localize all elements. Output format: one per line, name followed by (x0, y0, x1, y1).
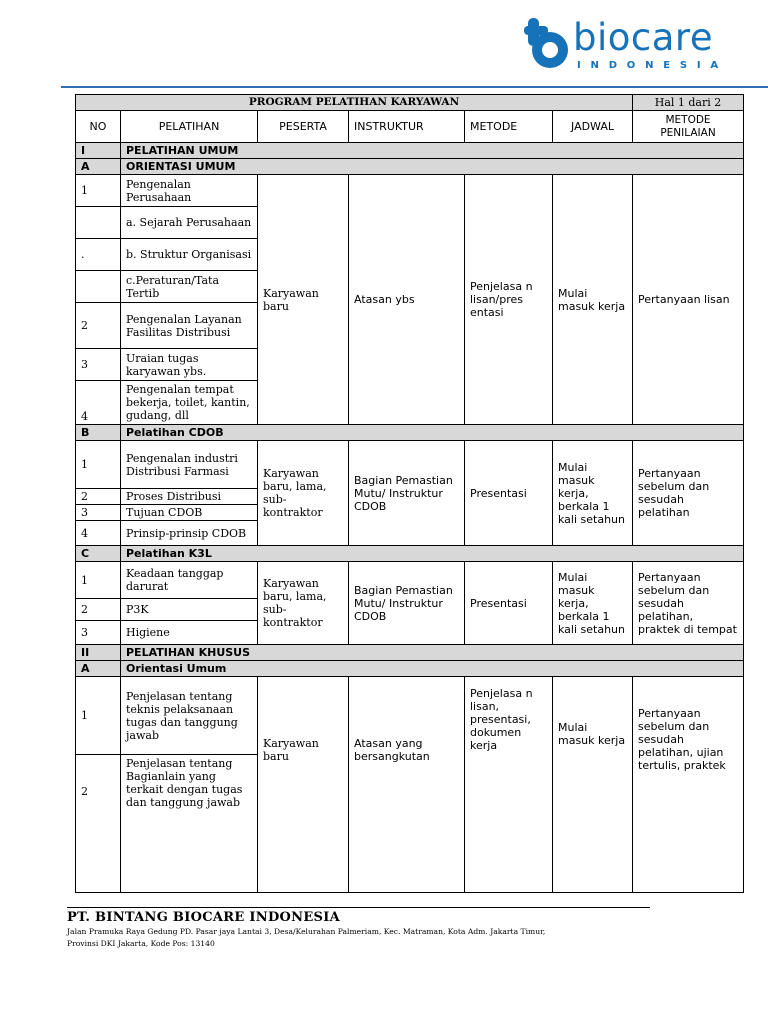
jadwal-cell: Mulai masuk kerja (553, 175, 633, 425)
penilaian-cell: Pertanyaan sebelum dan sesudah pelatihan, praktek di tempat (633, 562, 744, 645)
table-header-row (76, 111, 744, 143)
row-no: 4 (76, 521, 121, 546)
row-no: 2 (76, 489, 121, 505)
header-metode: METODE (465, 111, 553, 143)
group-row (76, 546, 744, 562)
brand-name: biocare (573, 16, 714, 59)
peserta-cell: Karyawan baru (258, 677, 349, 893)
header-no: NO (76, 111, 121, 143)
group-row (76, 159, 744, 175)
instruktur-cell: Atasan yang bersangkutan (349, 677, 465, 893)
row-pelatihan: Tujuan CDOB (121, 505, 258, 521)
group-no: B (76, 425, 121, 441)
section-no: I (76, 143, 121, 159)
group-label: Orientasi Umum (121, 661, 744, 677)
header-peserta: PESERTA (258, 111, 349, 143)
header-penilaian: METODE PENILAIAN (633, 111, 744, 143)
table-row (76, 677, 744, 755)
group-label: Pelatihan CDOB (121, 425, 744, 441)
header-jadwal: JADWAL (553, 111, 633, 143)
row-no: 1 (76, 562, 121, 599)
peserta-cell: Karyawan baru (258, 175, 349, 425)
row-no: . (76, 239, 121, 271)
peserta-cell: Karyawan baru, lama, sub-kontraktor (258, 562, 349, 645)
header-instruktur: INSTRUKTUR (349, 111, 465, 143)
row-no: 2 (76, 303, 121, 349)
header-pelatihan: PELATIHAN (121, 111, 258, 143)
penilaian-cell: Pertanyaan sebelum dan sesudah pelatihan (633, 441, 744, 546)
row-pelatihan: b. Struktur Organisasi (121, 239, 258, 271)
training-program-table (75, 94, 744, 893)
section-no: II (76, 645, 121, 661)
section-row (76, 143, 744, 159)
group-row (76, 661, 744, 677)
row-pelatihan: Pengenalan Perusahaan (121, 175, 258, 207)
metode-cell: Penjelasa n lisan, presentasi, dokumen kerja (465, 677, 553, 893)
header-divider (61, 86, 768, 88)
penilaian-cell: Pertanyaan sebelum dan sesudah pelatihan, ujian tertulis, praktek (633, 677, 744, 893)
address-line: Jalan Pramuka Raya Gedung PD. Pasar jaya Lantai 3, Desa/Kelurahan Palmeriam, Kec. Matraman, Kota Adm. Jakarta Timur, (67, 927, 546, 936)
company-name: PT. BINTANG BIOCARE INDONESIA (67, 910, 341, 925)
row-pelatihan: P3K (121, 599, 258, 621)
company-address (67, 926, 667, 950)
jadwal-cell: Mulai masuk kerja (553, 677, 633, 893)
row-pelatihan: Uraian tugas karyawan ybs. (121, 349, 258, 381)
table-row (76, 441, 744, 489)
metode-cell: Presentasi (465, 562, 553, 645)
row-pelatihan: Prinsip-prinsip CDOB (121, 521, 258, 546)
instruktur-cell: Bagian Pemastian Mutu/ Instruktur CDOB (349, 441, 465, 546)
table-row (76, 562, 744, 599)
row-pelatihan: Penjelasan tentang teknis pelaksanaan tugas dan tanggung jawab (121, 677, 258, 755)
row-no: 4 (76, 381, 121, 425)
metode-cell: Penjelasa n lisan/pres entasi (465, 175, 553, 425)
instruktur-cell: Atasan ybs (349, 175, 465, 425)
table-title: PROGRAM PELATIHAN KARYAWAN (76, 95, 633, 111)
row-pelatihan: Pengenalan industri Distribusi Farmasi (121, 441, 258, 489)
row-pelatihan: Keadaan tanggap darurat (121, 562, 258, 599)
jadwal-cell: Mulai masuk kerja, berkala 1 kali setahun (553, 441, 633, 546)
page-number: Hal 1 dari 2 (633, 95, 744, 111)
row-pelatihan: Pengenalan Layanan Fasilitas Distribusi (121, 303, 258, 349)
row-no: 3 (76, 621, 121, 645)
row-pelatihan: Penjelasan tentang Bagianlain yang terkait dengan tugas dan tanggung jawab (121, 755, 258, 893)
group-row (76, 425, 744, 441)
jadwal-cell: Mulai masuk kerja, berkala 1 kali setahun (553, 562, 633, 645)
row-no: 1 (76, 175, 121, 207)
row-pelatihan: Proses Distribusi (121, 489, 258, 505)
group-label: Pelatihan K3L (121, 546, 744, 562)
metode-cell: Presentasi (465, 441, 553, 546)
section-row (76, 645, 744, 661)
table-title-row (76, 95, 744, 111)
row-no (76, 271, 121, 303)
group-no: A (76, 159, 121, 175)
row-pelatihan: Pengenalan tempat bekerja, toilet, kantin, gudang, dll (121, 381, 258, 425)
address-line: Provinsi DKI Jakarta, Kode Pos: 13140 (67, 939, 215, 948)
row-no: 3 (76, 505, 121, 521)
row-pelatihan: c.Peraturan/Tata Tertib (121, 271, 258, 303)
row-no (76, 207, 121, 239)
row-no: 2 (76, 599, 121, 621)
group-no: C (76, 546, 121, 562)
section-label: PELATIHAN KHUSUS (121, 645, 744, 661)
table-row (76, 175, 744, 207)
instruktur-cell: Bagian Pemastian Mutu/ Instruktur CDOB (349, 562, 465, 645)
row-pelatihan: Higiene (121, 621, 258, 645)
group-label: ORIENTASI UMUM (121, 159, 744, 175)
row-no: 3 (76, 349, 121, 381)
penilaian-cell: Pertanyaan lisan (633, 175, 744, 425)
footer-divider (67, 907, 650, 908)
brand-subtitle: INDONESIA (577, 60, 728, 71)
section-label: PELATIHAN UMUM (121, 143, 744, 159)
row-no: 2 (76, 755, 121, 893)
row-no: 1 (76, 441, 121, 489)
group-no: A (76, 661, 121, 677)
row-pelatihan: a. Sejarah Perusahaan (121, 207, 258, 239)
row-no: 1 (76, 677, 121, 755)
peserta-cell: Karyawan baru, lama, sub-kontraktor (258, 441, 349, 546)
